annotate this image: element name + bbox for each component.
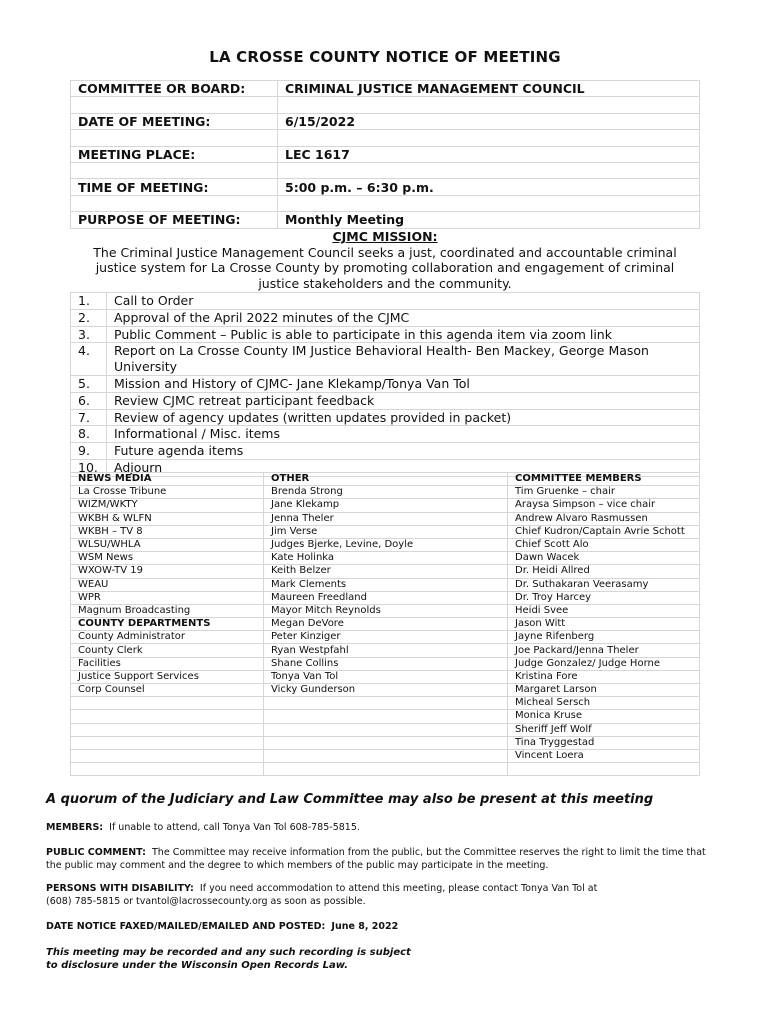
distribution-cell: COMMITTEE MEMBERS <box>508 473 700 486</box>
distribution-cell: Tonya Van Tol <box>264 670 508 683</box>
distribution-cell: Sheriff Jeff Wolf <box>508 723 700 736</box>
distribution-cell: Andrew Alvaro Rasmussen <box>508 512 700 525</box>
agenda-number: 8. <box>71 426 107 443</box>
distribution-cell: WXOW-TV 19 <box>71 565 264 578</box>
agenda-text: Report on La Crosse County IM Justice Behavioral Health- Ben Mackey, George Mason University <box>107 343 700 376</box>
distribution-cell: WKBH & WLFN <box>71 512 264 525</box>
agenda-number: 3. <box>71 326 107 343</box>
meeting-info-row <box>71 113 700 129</box>
distribution-row <box>71 525 700 538</box>
agenda-item <box>71 343 700 376</box>
meeting-info-row <box>71 179 700 195</box>
agenda-item <box>71 309 700 326</box>
agenda-item <box>71 426 700 443</box>
distribution-row <box>71 684 700 697</box>
info-label: PURPOSE OF MEETING: <box>71 212 278 228</box>
distribution-row <box>71 657 700 670</box>
agenda-text: Review of agency updates (written updates provided in packet) <box>107 409 700 426</box>
public-comment-text: The Committee may receive information from the public, but the Committee reserves the right to limit the time that the public may comment and the degree to which members of the public may participate in the meeting. <box>46 847 706 871</box>
public-comment-note <box>46 846 706 872</box>
recording-line: to disclosure under the Wisconsin Open Records Law. <box>46 960 349 971</box>
info-value: CRIMINAL JUSTICE MANAGEMENT COUNCIL <box>278 81 700 97</box>
distribution-row <box>71 578 700 591</box>
info-value: Monthly Meeting <box>278 212 700 228</box>
distribution-cell: Dr. Suthakaran Veerasamy <box>508 578 700 591</box>
distribution-row <box>71 736 700 749</box>
distribution-cell: Kate Holinka <box>264 552 508 565</box>
distribution-cell <box>71 763 264 776</box>
agenda-text: Public Comment – Public is able to participate in this agenda item via zoom link <box>107 326 700 343</box>
distribution-cell: COUNTY DEPARTMENTS <box>71 618 264 631</box>
disability-text: If you need accommodation to attend this meeting, please contact Tonya Van Tol at <box>199 883 598 894</box>
distribution-cell <box>71 749 264 762</box>
distribution-cell: Jane Klekamp <box>264 499 508 512</box>
distribution-row <box>71 763 700 776</box>
distribution-row <box>71 670 700 683</box>
spacer-row <box>71 130 700 146</box>
agenda-number: 1. <box>71 293 107 310</box>
distribution-cell <box>264 697 508 710</box>
distribution-row <box>71 552 700 565</box>
distribution-cell: Judges Bjerke, Levine, Doyle <box>264 538 508 551</box>
mission-line: justice stakeholders and the community. <box>258 275 512 291</box>
distribution-row <box>71 499 700 512</box>
meeting-info-row <box>71 81 700 97</box>
distribution-cell: Maureen Freedland <box>264 591 508 604</box>
distribution-cell <box>264 763 508 776</box>
distribution-cell: Micheal Sersch <box>508 697 700 710</box>
agenda-text: Call to Order <box>107 293 700 310</box>
disability-label: PERSONS WITH DISABILITY: <box>46 883 194 894</box>
distribution-cell: Monica Kruse <box>508 710 700 723</box>
agenda-text: Adjourn <box>107 459 700 476</box>
distribution-row <box>71 697 700 710</box>
distribution-row <box>71 604 700 617</box>
agenda-item <box>71 392 700 409</box>
mission-line: The Criminal Justice Management Council seeks a just, coordinated and accountable criminal <box>93 244 677 260</box>
agenda-text: Approval of the April 2022 minutes of the CJMC <box>107 309 700 326</box>
distribution-cell: Keith Belzer <box>264 565 508 578</box>
members-note <box>46 821 706 834</box>
spacer-row <box>71 195 700 211</box>
distribution-row <box>71 538 700 551</box>
agenda-text: Review CJMC retreat participant feedback <box>107 392 700 409</box>
distribution-cell: Brenda Strong <box>264 486 508 499</box>
meeting-info-row <box>71 212 700 228</box>
distribution-cell <box>264 710 508 723</box>
distribution-cell: WKBH – TV 8 <box>71 525 264 538</box>
spacer-row <box>71 97 700 113</box>
mission-title: CJMC MISSION: <box>332 229 438 244</box>
distribution-cell: Chief Kudron/Captain Avrie Schott <box>508 525 700 538</box>
distribution-cell: Shane Collins <box>264 657 508 670</box>
distribution-row <box>71 473 700 486</box>
mission-section <box>70 229 700 291</box>
distribution-row <box>71 749 700 762</box>
distribution-cell <box>71 710 264 723</box>
page-title: LA CROSSE COUNTY NOTICE OF MEETING <box>209 48 561 66</box>
distribution-cell: Chief Scott Alo <box>508 538 700 551</box>
distribution-cell <box>264 723 508 736</box>
info-label: MEETING PLACE: <box>71 146 278 162</box>
distribution-row <box>71 486 700 499</box>
distribution-cell: NEWS MEDIA <box>71 473 264 486</box>
distribution-cell <box>264 749 508 762</box>
distribution-row <box>71 591 700 604</box>
agenda-item <box>71 409 700 426</box>
mission-line: justice system for La Crosse County by promoting collaboration and engagement of criminal <box>95 260 675 276</box>
info-label: TIME OF MEETING: <box>71 179 278 195</box>
agenda-number: 4. <box>71 343 107 376</box>
recording-line: This meeting may be recorded and any such recording is subject <box>46 947 411 958</box>
distribution-cell: Tina Tryggestad <box>508 736 700 749</box>
distribution-cell: Dr. Heidi Allred <box>508 565 700 578</box>
info-label: DATE OF MEETING: <box>71 113 278 129</box>
distribution-cell: Kristina Fore <box>508 670 700 683</box>
agenda-item <box>71 326 700 343</box>
agenda-text: Mission and History of CJMC- Jane Klekamp/Tonya Van Tol <box>107 375 700 392</box>
distribution-cell: La Crosse Tribune <box>71 486 264 499</box>
distribution-cell: WLSU/WHLA <box>71 538 264 551</box>
distribution-cell: Jim Verse <box>264 525 508 538</box>
distribution-cell: Dawn Wacek <box>508 552 700 565</box>
distribution-cell: County Administrator <box>71 631 264 644</box>
agenda-number: 6. <box>71 392 107 409</box>
distribution-cell <box>71 736 264 749</box>
members-label: MEMBERS: <box>46 822 104 833</box>
distribution-cell: Magnum Broadcasting <box>71 604 264 617</box>
distribution-cell: Araysa Simpson – vice chair <box>508 499 700 512</box>
info-value: 6/15/2022 <box>278 113 700 129</box>
meeting-info-row <box>71 146 700 162</box>
info-label: COMMITTEE OR BOARD: <box>71 81 278 97</box>
distribution-table <box>70 472 700 776</box>
recording-notice <box>46 946 411 972</box>
agenda-number: 2. <box>71 309 107 326</box>
distribution-cell: Joe Packard/Jenna Theler <box>508 644 700 657</box>
meeting-info-table <box>70 80 700 229</box>
distribution-cell: WPR <box>71 591 264 604</box>
distribution-row <box>71 512 700 525</box>
agenda-item <box>71 375 700 392</box>
public-comment-label: PUBLIC COMMENT: <box>46 847 146 858</box>
info-value: 5:00 p.m. – 6:30 p.m. <box>278 179 700 195</box>
distribution-row <box>71 710 700 723</box>
spacer-row <box>71 162 700 178</box>
quorum-notice: A quorum of the Judiciary and Law Committee may also be present at this meeting <box>46 792 654 807</box>
agenda-item <box>71 293 700 310</box>
distribution-cell: Margaret Larson <box>508 684 700 697</box>
distribution-cell: Corp Counsel <box>71 684 264 697</box>
distribution-row <box>71 631 700 644</box>
notice-date-value: June 8, 2022 <box>331 921 399 932</box>
distribution-row <box>71 618 700 631</box>
agenda-item <box>71 443 700 460</box>
disability-text-2: (608) 785-5815 or tvantol@lacrossecounty.org as soon as possible. <box>46 896 366 907</box>
distribution-cell: Dr. Troy Harcey <box>508 591 700 604</box>
distribution-cell <box>508 763 700 776</box>
distribution-row <box>71 565 700 578</box>
distribution-cell: Justice Support Services <box>71 670 264 683</box>
distribution-cell <box>71 697 264 710</box>
distribution-cell: Heidi Svee <box>508 604 700 617</box>
members-text: If unable to attend, call Tonya Van Tol 608-785-5815. <box>109 822 360 833</box>
notice-date-label: DATE NOTICE FAXED/MAILED/EMAILED AND POSTED: <box>46 921 326 932</box>
agenda-text: Informational / Misc. items <box>107 426 700 443</box>
distribution-cell <box>71 723 264 736</box>
distribution-cell: Megan DeVore <box>264 618 508 631</box>
distribution-cell: Mayor Mitch Reynolds <box>264 604 508 617</box>
distribution-cell: WSM News <box>71 552 264 565</box>
distribution-row <box>71 723 700 736</box>
distribution-cell: Vicky Gunderson <box>264 684 508 697</box>
distribution-cell <box>264 736 508 749</box>
distribution-cell: Tim Gruenke – chair <box>508 486 700 499</box>
distribution-cell: OTHER <box>264 473 508 486</box>
distribution-cell: Judge Gonzalez/ Judge Horne <box>508 657 700 670</box>
agenda-number: 10. <box>71 459 107 476</box>
distribution-cell: Peter Kinziger <box>264 631 508 644</box>
distribution-cell: Mark Clements <box>264 578 508 591</box>
disability-note <box>46 882 706 908</box>
notice-date <box>46 920 706 933</box>
distribution-cell: Facilities <box>71 657 264 670</box>
distribution-cell: Vincent Loera <box>508 749 700 762</box>
distribution-cell: Ryan Westpfahl <box>264 644 508 657</box>
info-value: LEC 1617 <box>278 146 700 162</box>
distribution-cell: WIZM/WKTY <box>71 499 264 512</box>
distribution-cell: Jason Witt <box>508 618 700 631</box>
agenda-text: Future agenda items <box>107 443 700 460</box>
distribution-cell: Jayne Rifenberg <box>508 631 700 644</box>
distribution-cell: Jenna Theler <box>264 512 508 525</box>
agenda-number: 9. <box>71 443 107 460</box>
agenda-table <box>70 292 700 477</box>
distribution-cell: County Clerk <box>71 644 264 657</box>
distribution-cell: WEAU <box>71 578 264 591</box>
distribution-row <box>71 644 700 657</box>
agenda-number: 7. <box>71 409 107 426</box>
agenda-number: 5. <box>71 375 107 392</box>
